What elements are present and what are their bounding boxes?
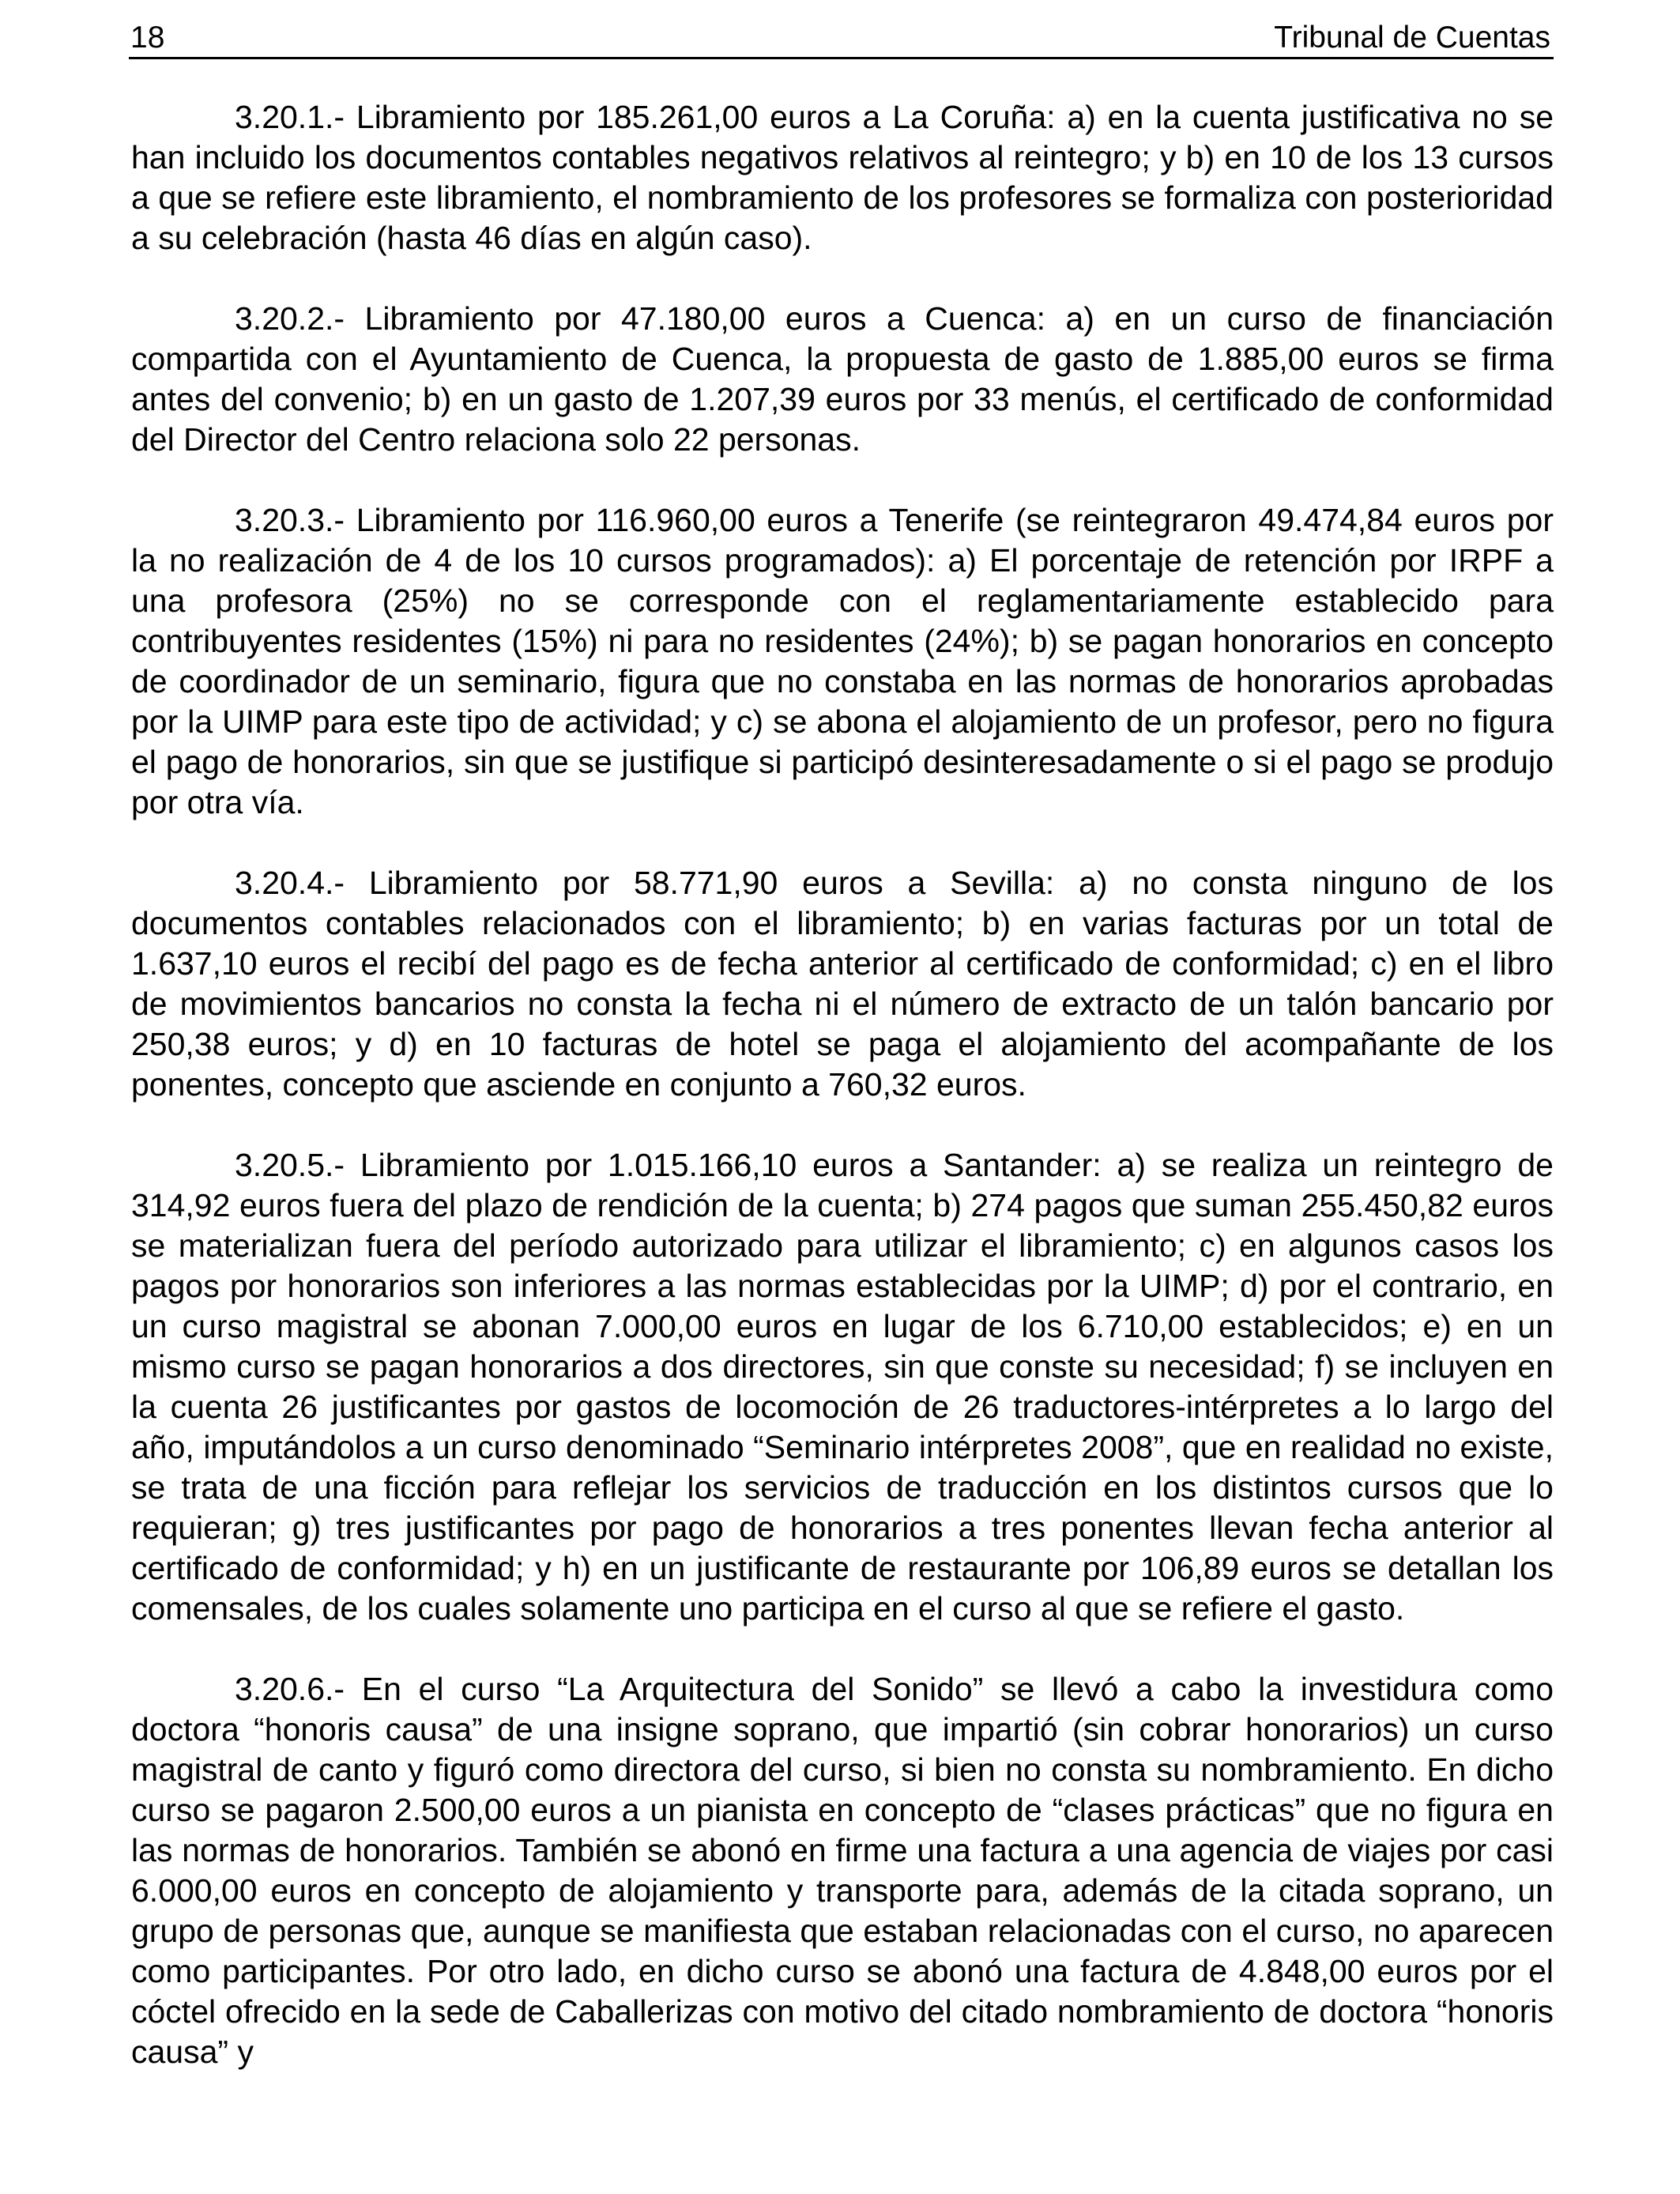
paragraph-3-20-3: 3.20.3.- Libramiento por 116.960,00 euros a Tenerife (se reintegraron 49.474,84 euros por la no realización de 4 de los 10 cursos programados): a) El porcentaje de retención por IRPF a una profesora (25%) no se corresponde con el reglamentariamente establecido para contribuyentes residentes (15%) ni para no residentes (24%); b) se pagan honorarios en concepto de coordinador de un seminario, figura que no constaba en las normas de honorarios aprobadas por la UIMP para este tipo de actividad; y c) se abona el alojamiento de un profesor, pero no figura el pago de honorarios, sin que se justifique si participó desinteresadamente o si el pago se produjo por otra vía. <box>131 502 1554 820</box>
paragraph-3-20-5: 3.20.5.- Libramiento por 1.015.166,10 euros a Santander: a) se realiza un reintegro de 314,92 euros fuera del plazo de rendición de la cuenta; b) 274 pagos que suman 255.450,82 euros se materializan fuera del período autorizado para utilizar el libramiento; c) en algunos casos los pagos por honorarios son inferiores a las normas establecidas por la UIMP; d) por el contrario, en un curso magistral se abonan 7.000,00 euros en lugar de los 6.710,00 establecidos; e) en un mismo curso se pagan honorarios a dos directores, sin que conste su necesidad; f) se incluyen en la cuenta 26 justificantes por gastos de locomoción de 26 traductores-intérpretes a lo largo del año, imputándolos a un curso denominado “Seminario intérpretes 2008”, que en realidad no existe, se trata de una ficción para reflejar los servicios de traducción en los distintos cursos que lo requieran; g) tres justificantes por pago de honorarios a tres ponentes llevan fecha anterior al certificado de conformidad; y h) en un justificante de restaurante por 106,89 euros se detallan los comensales, de los cuales solamente uno participa en el curso al que se refiere el gasto. <box>131 1147 1554 1627</box>
paragraph-3-20-4: 3.20.4.- Libramiento por 58.771,90 euros a Sevilla: a) no consta ninguno de los documentos contables relacionados con el libramiento; b) en varias facturas por un total de 1.637,10 euros el recibí del pago es de fecha anterior al certificado de conformidad; c) en el libro de movimientos bancarios no consta la fecha ni el número de extracto de un talón bancario por 250,38 euros; y d) en 10 facturas de hotel se paga el alojamiento del acompañante de los ponentes, concepto que asciende en conjunto a 760,32 euros. <box>131 865 1554 1103</box>
body-text <box>131 97 1554 2072</box>
page-header <box>129 17 1554 59</box>
paragraph-3-20-1: 3.20.1.- Libramiento por 185.261,00 euros a La Coruña: a) en la cuenta justificativa no se han incluido los documentos contables negativos relativos al reintegro; y b) en 10 de los 13 cursos a que se refiere este libramiento, el nombramiento de los profesores se formaliza con posterioridad a su celebración (hasta 46 días en algún caso). <box>131 99 1554 256</box>
page-number: 18 <box>130 21 165 55</box>
paragraph-3-20-6: 3.20.6.- En el curso “La Arquitectura del Sonido” se llevó a cabo la investidura como doctora “honoris causa” de una insigne soprano, que impartió (sin cobrar honorarios) un curso magistral de canto y figuró como directora del curso, si bien no consta su nombramiento. En dicho curso se pagaron 2.500,00 euros a un pianista en concepto de “clases prácticas” que no figura en las normas de honorarios. También se abonó en firme una factura a una agencia de viajes por casi 6.000,00 euros en concepto de alojamiento y transporte para, además de la citada soprano, un grupo de personas que, aunque se manifiesta que estaban relacionadas con el curso, no aparecen como participantes. Por otro lado, en dicho curso se abonó una factura de 4.848,00 euros por el cóctel ofrecido en la sede de Caballerizas con motivo del citado nombramiento de doctora “honoris causa” y <box>131 1671 1554 2070</box>
paragraph-3-20-2: 3.20.2.- Libramiento por 47.180,00 euros a Cuenca: a) en un curso de financiación compartida con el Ayuntamiento de Cuenca, la propuesta de gasto de 1.885,00 euros se firma antes del convenio; b) en un gasto de 1.207,39 euros por 33 menús, el certificado de conformidad del Director del Centro relaciona solo 22 personas. <box>131 300 1554 458</box>
running-title: Tribunal de Cuentas <box>1274 21 1550 55</box>
